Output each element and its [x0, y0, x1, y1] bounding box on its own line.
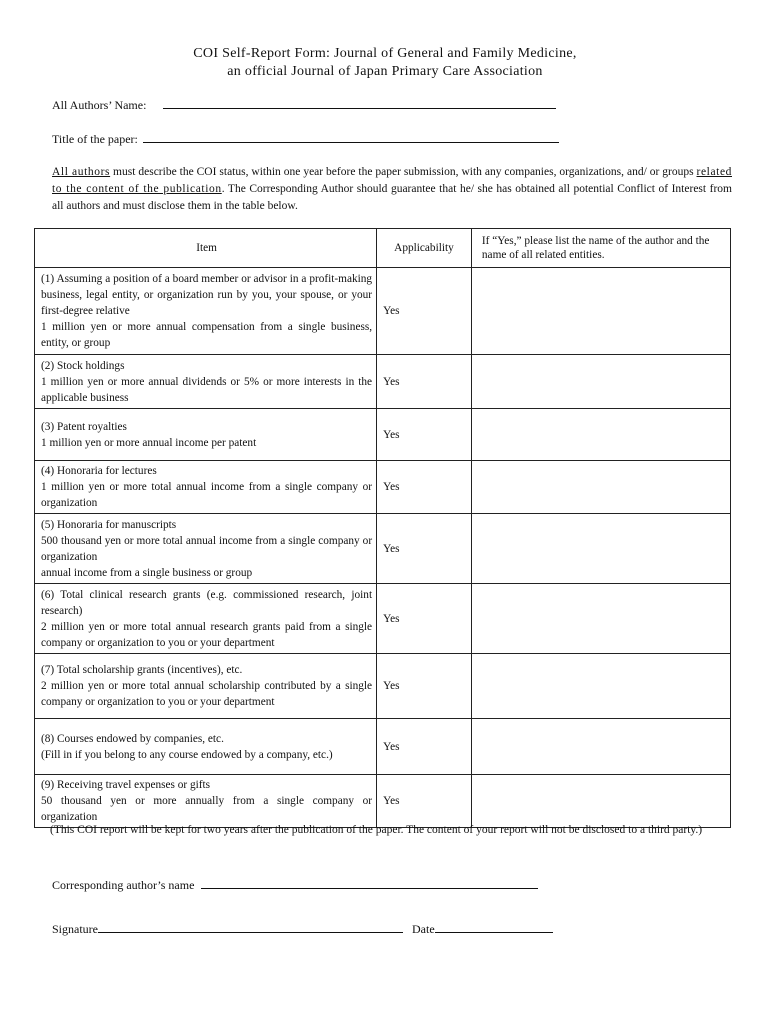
applicability-cell[interactable]: Yes [377, 775, 472, 828]
item-text: (Fill in if you belong to any course endowed by a company, etc.) [41, 748, 333, 761]
item-text: 1 million yen or more annual income per patent [41, 436, 257, 449]
header-list: If “Yes,” please list the name of the author and the name of all related entities. [471, 229, 730, 268]
item-text: 2 million yen or more total annual scholarship contributed by a single company or organization to you or your department [41, 680, 373, 708]
item-cell [35, 409, 377, 461]
header-applicability: Applicability [377, 229, 472, 268]
entities-cell[interactable] [471, 268, 730, 355]
item-text: (6) Total clinical research grants (e.g. commissioned research, joint research) [41, 588, 373, 617]
signature-label: Signature [52, 922, 98, 936]
entities-cell[interactable] [471, 514, 730, 584]
item-cell [35, 461, 377, 514]
table-row [35, 409, 731, 461]
paper-title-label: Title of the paper: [52, 132, 138, 146]
item-text: 1 million yen or more annual compensation from a single business, entity, or group [41, 321, 373, 349]
paper-title-input-line[interactable] [143, 130, 559, 143]
paper-title-field [52, 130, 559, 147]
instructions-part2: . The Corresponding Author should guarantee that he/ she has obtained all potential Conflict of Interest from all authors and must disclose them in the table below. [52, 183, 732, 212]
item-cell [35, 719, 377, 775]
item-text: (9) Receiving travel expenses or gifts [41, 779, 211, 791]
applicability-cell[interactable]: Yes [377, 654, 472, 719]
applicability-cell[interactable]: Yes [377, 461, 472, 514]
applicability-cell[interactable]: Yes [377, 514, 472, 584]
item-text: annual income from a single business or group [41, 566, 253, 579]
corresponding-author-input-line[interactable] [201, 876, 538, 889]
item-text: (3) Patent royalties [41, 420, 127, 433]
item-text: (4) Honoraria for lectures [41, 465, 157, 477]
item-cell [35, 584, 377, 654]
corresponding-author-label: Corresponding author’s name [52, 878, 195, 892]
instructions-emphasis: related to the content of the publication [52, 166, 732, 195]
authors-name-field [52, 96, 556, 113]
item-cell [35, 654, 377, 719]
item-text: 1 million yen or more annual dividends or 5% or more interests in the applicable business [41, 375, 373, 404]
item-text: (2) Stock holdings [41, 359, 125, 372]
table-row [35, 584, 731, 654]
table-row [35, 654, 731, 719]
entities-cell[interactable] [471, 584, 730, 654]
item-text: (7) Total scholarship grants (incentives), etc. [41, 664, 243, 676]
header-item: Item [35, 229, 377, 268]
authors-name-input-line[interactable] [163, 96, 556, 109]
form-title-line2: an official Journal of Japan Primary Care Association [227, 64, 543, 79]
retention-note: (This COI report will be kept for two years after the publication of the paper. The content of your report will not be disclosed to a third party.) [50, 824, 703, 836]
table-row [35, 461, 731, 514]
item-cell [35, 355, 377, 409]
entities-cell[interactable] [471, 775, 730, 828]
item-text: 2 million yen or more total annual research grants paid from a single company or organization to you or your department [41, 620, 373, 649]
coi-table [34, 228, 731, 828]
signature-input-line[interactable] [98, 920, 403, 933]
table-row [35, 719, 731, 775]
item-text: (8) Courses endowed by companies, etc. [41, 732, 224, 745]
table-row [35, 355, 731, 409]
item-text: 50 thousand yen or more annually from a single company or organization [41, 795, 373, 823]
corresponding-author-field [52, 876, 538, 893]
item-text: 500 thousand yen or more total annual income from a single company or organization [41, 534, 373, 563]
applicability-cell[interactable]: Yes [377, 268, 472, 355]
date-label: Date [412, 922, 435, 936]
item-cell [35, 775, 377, 828]
item-cell [35, 268, 377, 355]
table-row [35, 514, 731, 584]
date-input-line[interactable] [435, 920, 553, 933]
entities-cell[interactable] [471, 461, 730, 514]
applicability-cell[interactable]: Yes [377, 409, 472, 461]
applicability-cell[interactable]: Yes [377, 355, 472, 409]
instructions-part1: must describe the COI status, within one year before the paper submission, with any companies, organizations, and/ or groups [110, 166, 697, 178]
entities-cell[interactable] [471, 654, 730, 719]
entities-cell[interactable] [471, 409, 730, 461]
signature-field [52, 920, 553, 937]
instructions-paragraph [52, 164, 732, 215]
entities-cell[interactable] [471, 719, 730, 775]
item-text: (5) Honoraria for manuscripts [41, 518, 177, 531]
applicability-cell[interactable]: Yes [377, 719, 472, 775]
item-text: (1) Assuming a position of a board member or advisor in a profit-making business, legal entity, or organization run by you, your spouse, or your first-degree relative [41, 273, 373, 317]
item-cell [35, 514, 377, 584]
authors-name-label: All Authors’ Name: [52, 98, 147, 112]
table-row [35, 775, 731, 828]
item-text: 1 million yen or more total annual income from a single company or organization [41, 481, 373, 509]
table-row [35, 268, 731, 355]
table-header-row [35, 229, 731, 268]
applicability-cell[interactable]: Yes [377, 584, 472, 654]
form-title-line1: COI Self-Report Form: Journal of General and Family Medicine, [193, 46, 577, 61]
instructions-lead: All authors [52, 166, 111, 178]
entities-cell[interactable] [471, 355, 730, 409]
